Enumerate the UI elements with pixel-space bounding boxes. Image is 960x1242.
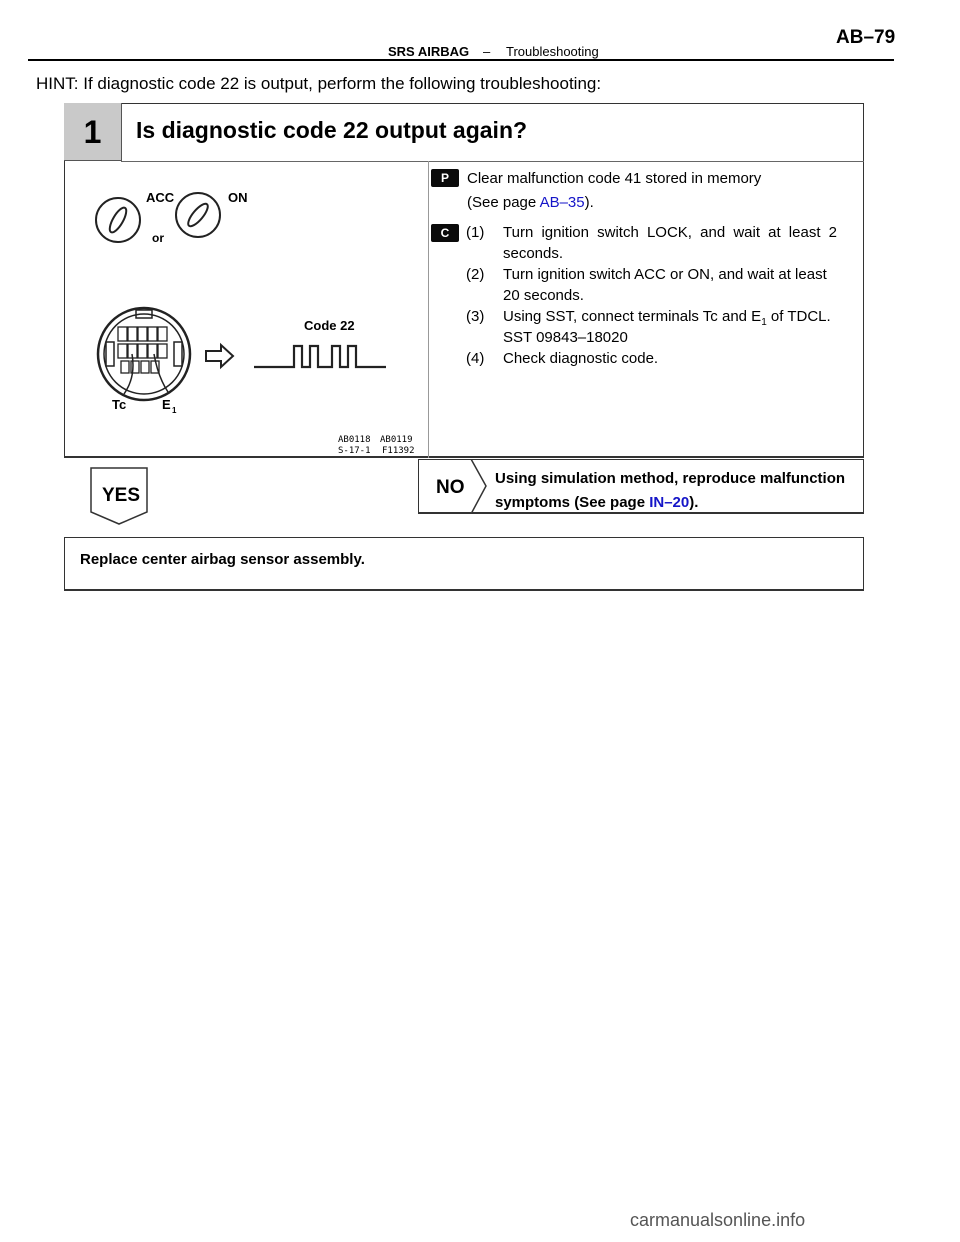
check-item-text: Turn ignition switch ACC or ON, and wait at least <box>503 266 827 283</box>
tdcl-connector-icon <box>98 308 190 400</box>
check-item-subscript: 1 <box>761 317 767 328</box>
yes-label: YES <box>102 485 141 506</box>
step-number: 1 <box>64 103 122 161</box>
ignition-acc-icon <box>96 198 140 242</box>
check-item-number: (4) <box>466 350 485 367</box>
tc-label: Tc <box>112 397 127 412</box>
check-badge: C <box>431 224 459 242</box>
check-item-number: (2) <box>466 266 485 283</box>
e1-label: E <box>162 397 171 412</box>
figure-code: F11392 <box>382 446 415 456</box>
link-in-20[interactable]: IN–20 <box>649 494 690 511</box>
prep-paren-close: ). <box>584 194 594 211</box>
acc-label: ACC <box>146 190 175 205</box>
check-item-text: Turn ignition switch LOCK, and wait at least 2 <box>503 224 837 241</box>
diagnostic-illustration <box>66 162 428 457</box>
or-label: or <box>152 231 164 245</box>
hint-text: HINT: If diagnostic code 22 is output, perform the following troubleshooting: <box>36 74 602 93</box>
result-text: Replace center airbag sensor assembly. <box>80 551 365 568</box>
check-item-number: (1) <box>466 224 485 241</box>
no-label: NO <box>436 477 465 498</box>
no-branch-paren-close: ). <box>689 494 699 511</box>
no-branch-line1: Using simulation method, reproduce malfunction <box>495 470 846 487</box>
check-item-text: Check diagnostic code. <box>503 350 659 367</box>
code-22-waveform <box>254 346 386 367</box>
watermark: carmanualsonline.info <box>630 1210 806 1230</box>
check-item-text <box>503 308 831 328</box>
no-branch-see-page: symptoms (See page <box>495 494 650 511</box>
header-subsection: Troubleshooting <box>506 44 599 59</box>
on-label: ON <box>228 190 248 205</box>
page-number: AB–79 <box>836 27 896 48</box>
figure-code: AB0118 <box>338 435 371 445</box>
step-divider <box>428 161 429 458</box>
prep-badge: P <box>431 169 459 187</box>
link-ab-35[interactable]: AB–35 <box>539 194 585 211</box>
check-item-number: (3) <box>466 308 485 325</box>
e1-subscript: 1 <box>172 406 177 415</box>
check-item-text: SST 09843–18020 <box>503 329 628 346</box>
code-22-label: Code 22 <box>304 318 355 333</box>
header-rule <box>28 59 894 61</box>
check-item-text: 20 seconds. <box>503 287 584 304</box>
header-section: SRS AIRBAG <box>388 44 470 59</box>
check-item-text-post: of TDCL. <box>766 308 831 325</box>
header-separator: – <box>483 44 491 59</box>
prep-line1: Clear malfunction code 41 stored in memory <box>467 170 762 187</box>
figure-code: S-17-1 <box>338 446 371 456</box>
prep-line2 <box>467 194 594 211</box>
no-branch-line2 <box>495 494 698 511</box>
no-chevron-icon <box>470 459 492 514</box>
check-item-text: seconds. <box>503 245 564 262</box>
figure-code: AB0119 <box>380 435 413 445</box>
ignition-on-icon <box>176 193 220 237</box>
step-title: Is diagnostic code 22 output again? <box>136 117 528 143</box>
hollow-arrow-icon <box>206 345 233 367</box>
check-item-text-pre: Using SST, connect terminals Tc and E <box>503 308 762 325</box>
prep-see-page: (See page <box>467 194 540 211</box>
